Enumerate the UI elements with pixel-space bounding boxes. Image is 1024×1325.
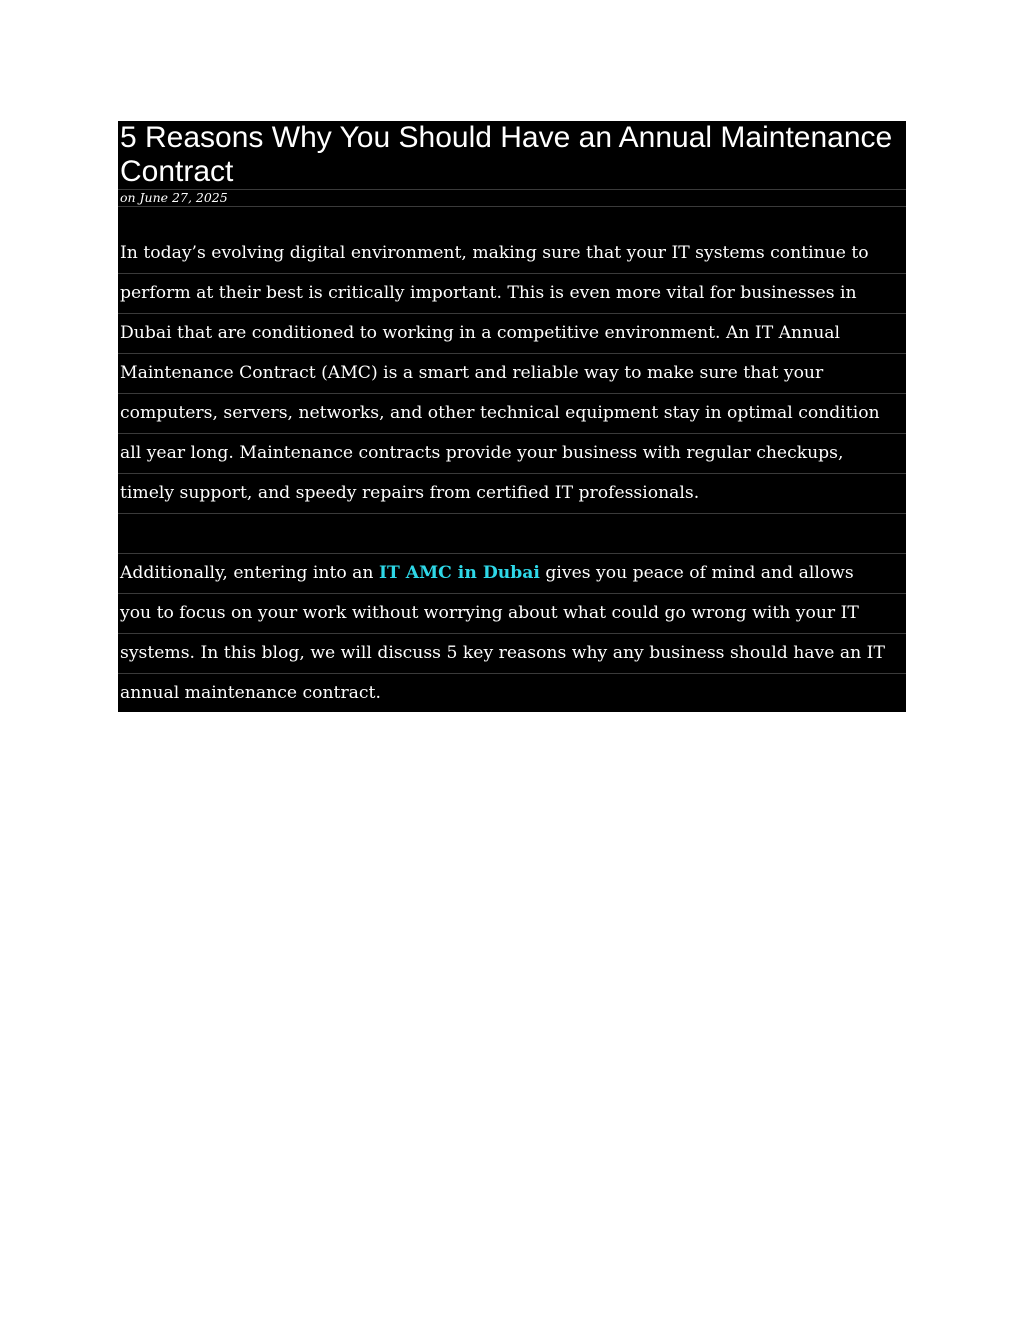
paragraph-line: computers, servers, networks, and other technical equipment stay in optimal condition: [118, 394, 906, 434]
paragraph-line: annual maintenance contract.: [120, 683, 381, 703]
paragraph-line: perform at their best is critically important. This is even more vital for businesses in: [118, 274, 906, 314]
paragraph-line: In today’s evolving digital environment, making sure that your IT systems continue to: [118, 234, 906, 274]
paragraph-line: you to focus on your work without worrying about what could go wrong with your IT: [118, 594, 906, 634]
paragraph-line: systems. In this blog, we will discuss 5 key reasons why any business should have an IT: [118, 634, 906, 674]
paragraph-gap: [118, 514, 906, 554]
paragraph-line: all year long. Maintenance contracts provide your business with regular checkups,: [118, 434, 906, 474]
paragraph-line: Maintenance Contract (AMC) is a smart and reliable way to make sure that your: [118, 354, 906, 394]
article-date: on June 27, 2025: [118, 190, 906, 207]
paragraph-text: Additionally, entering into an: [120, 563, 379, 583]
spacer: [118, 207, 906, 234]
paragraph-line: [118, 554, 906, 594]
paragraph-line: Dubai that are conditioned to working in a competitive environment. An IT Annual: [118, 314, 906, 354]
it-amc-dubai-link[interactable]: IT AMC in Dubai: [378, 563, 540, 583]
article-title: 5 Reasons Why You Should Have an Annual Maintenance Contract: [118, 121, 906, 190]
paragraph-text: gives you peace of mind and allows: [539, 563, 854, 583]
paragraph-line: timely support, and speedy repairs from certified IT professionals.: [118, 474, 906, 514]
article-block: [118, 121, 906, 712]
